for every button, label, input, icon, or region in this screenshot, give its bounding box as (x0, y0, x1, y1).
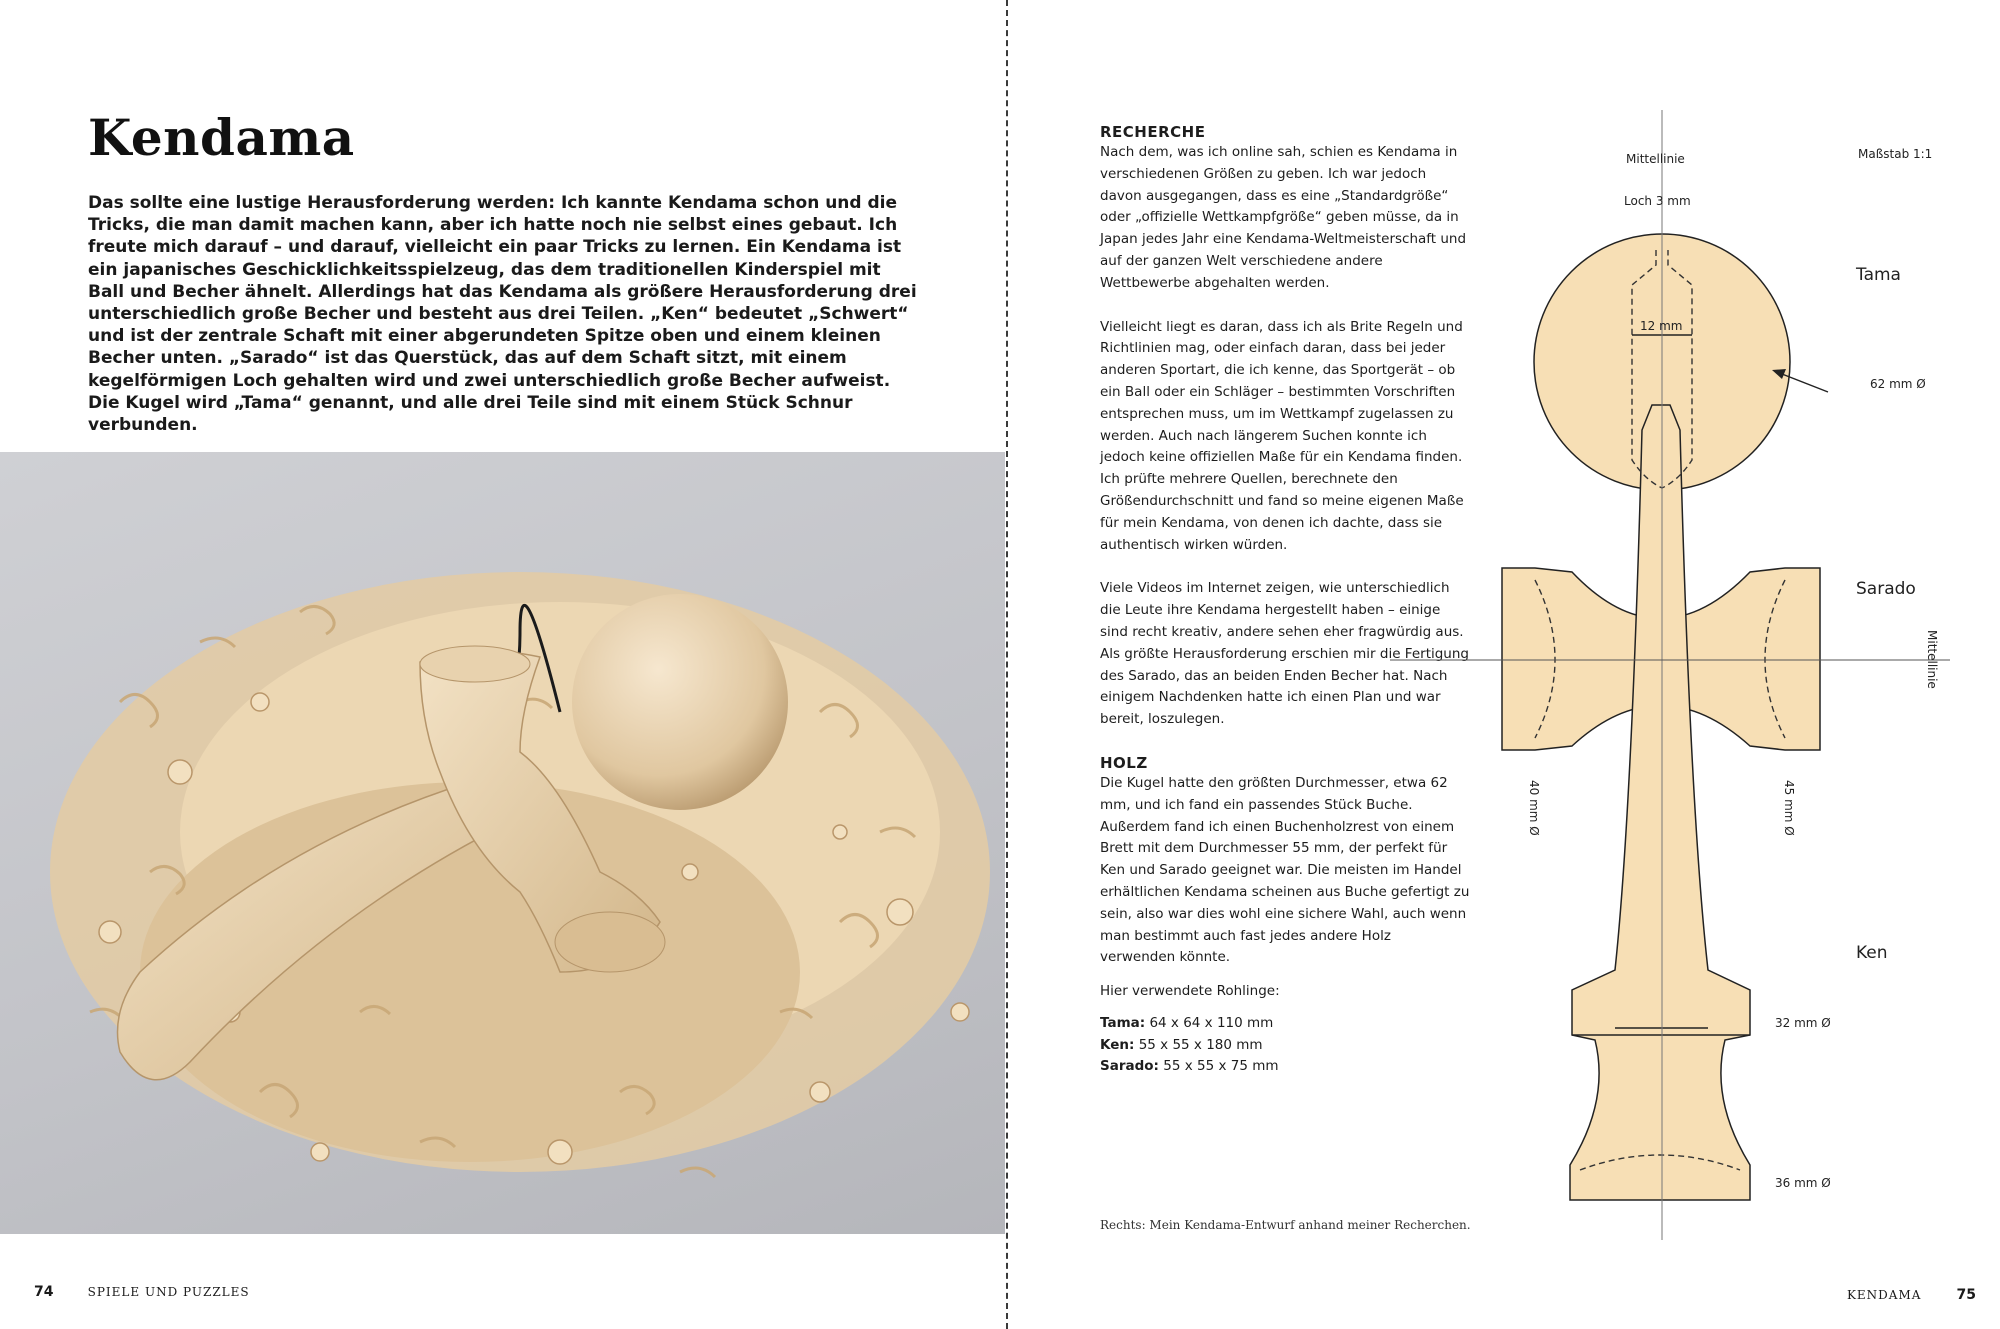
diagram-sarado-right-cup-label: 45 mm Ø (1782, 780, 1796, 836)
diagram-scale-label: Maßstab 1:1 (1858, 147, 1933, 161)
blanks-intro: Hier verwendete Rohlinge: (1100, 983, 1280, 1000)
diagram-ken-label: Ken (1856, 943, 1888, 963)
page-title: Kendama (88, 108, 355, 167)
page-number-right: 75 (1956, 1287, 1976, 1303)
kendama-photo-illustration (0, 452, 1005, 1234)
kendama-diagram (1390, 110, 2000, 1240)
diagram-hole-width-label: 12 mm (1640, 319, 1683, 333)
blank-item-ken: Ken: 55 x 55 x 180 mm (1100, 1036, 1263, 1053)
wood-heading: HOLZ (1100, 753, 1148, 772)
diagram-sarado-centerline-label: Mittellinie (1925, 630, 1939, 689)
diagram-centerline-label: Mittellinie (1626, 152, 1685, 166)
running-head-left: SPIELE UND PUZZLES (87, 1285, 250, 1299)
research-paragraph-1: Nach dem, was ich online sah, schien es Kendama in verschiedenen Größen zu geben. Ich war jedoch davon ausgegangen, dass es eine „Standardgröße“ oder „offizielle Wettkampfgröße“ geben müsse, da in Japan jedes Jahr eine Kendama-Weltmeisterschaft und auf der ganzen Welt verschiedene andere Wettbewerbe abgehalten werden. (1100, 144, 1467, 291)
research-heading: RECHERCHE (1100, 123, 1206, 141)
figure-caption: Rechts: Mein Kendama-Entwurf anhand meiner Recherchen. (1100, 1218, 1471, 1232)
diagram-hole-label: Loch 3 mm (1624, 194, 1691, 208)
kendama-photo (0, 452, 1005, 1234)
diagram-tama-label: Tama (1856, 265, 1901, 285)
page-number-left: 74 (34, 1284, 54, 1300)
running-head-right: KENDAMA (1846, 1288, 1922, 1302)
diagram-ken (1570, 405, 1750, 1200)
diagram-tama-diameter: 62 mm Ø (1870, 377, 1926, 391)
research-paragraph-2: Vielleicht liegt es daran, dass ich als Brite Regeln und Richtlinien mag, oder einfach daran, dass bei jeder anderen Sportart, die ich kenne, das Sportgerät – ob ein Ball oder ein Schläger – bestimmten Vorschriften entsprechen muss, um im Wettkampf zugelassen zu werden. Auch nach längerem Suchen konnte ich jedoch keine offiziellen Maße für ein Kendama finden. Ich prüfte mehrere Quellen, berechnete den Größendurchschnitt und fand so meine eigenen Maße für mein Kendama, von denen ich dachte, dass sie authentisch wirken würden. (1100, 318, 1464, 553)
right-footer (1847, 1284, 1976, 1303)
diagram-sarado-label: Sarado (1856, 579, 1916, 599)
diagram-ken-upper-diameter: 32 mm Ø (1775, 1016, 1831, 1030)
left-footer (34, 1284, 250, 1300)
blank-item-tama: Tama: 64 x 64 x 110 mm (1100, 1014, 1274, 1031)
intro-text: Das sollte eine lustige Herausforderung werden: Ich kannte Kendama schon und die Tricks, die man damit machen kann, aber ich hatte noch nie selbst eines gebaut. Ich freute mich darauf – und darauf, vielleicht ein paar Tricks zu lernen. Ein Kendama ist ein japanisches Geschicklichkeitsspielzeug, das dem traditionellen Kinderspiel mit Ball und Becher ähnelt. Allerdings hat das Kendama als größere Herausforderung drei unterschiedlich große Becher und besteht aus drei Teilen. „Ken“ bedeutet „Schwert“ und ist der zentrale Schaft mit einer abgerundeten Spitze oben und einem kleinen Becher unten. „Sarado“ ist das Querstück, das auf dem Schaft sitzt, mit einem kegelförmigen Loch gehalten wird und zwei unterschiedlich große Becher aufweist. Die Kugel wird „Tama“ genannt, und alle drei Teile sind mit einem Stück Schnur verbunden. (88, 193, 917, 436)
blank-item-sarado: Sarado: 55 x 55 x 75 mm (1100, 1058, 1279, 1075)
research-paragraph-3: Viele Videos im Internet zeigen, wie unterschiedlich die Leute ihre Kendama hergestellt haben – einige sind recht kreativ, andere sehen eher fragwürdig aus. Als größte Herausforderung erschien mir die Fertigung des Sarado, das an beiden Enden Becher hat. Nach einigem Nachdenken hatte ich einen Plan und war bereit, loszulegen. (1100, 580, 1469, 728)
diagram-ken-base-diameter: 36 mm Ø (1775, 1176, 1831, 1190)
wood-paragraph: Die Kugel hatte den größten Durchmesser, etwa 62 mm, und ich fand ein passendes Stück Buche. Außerdem fand ich einen Buchenholzrest von einem Brett mit dem Durchmesser 55 mm, der perfekt für Ken und Sarado geeignet war. Die meisten im Handel erhältlichen Kendama scheinen aus Buche gefertigt zu sein, also war dies wohl eine sichere Wahl, auch wenn man bestimmt auch fast jedes andere Holz verwenden könnte. (1100, 774, 1470, 966)
tama-ball (572, 594, 788, 810)
diagram-sarado-left-cup-label: 40 mm Ø (1527, 780, 1541, 836)
